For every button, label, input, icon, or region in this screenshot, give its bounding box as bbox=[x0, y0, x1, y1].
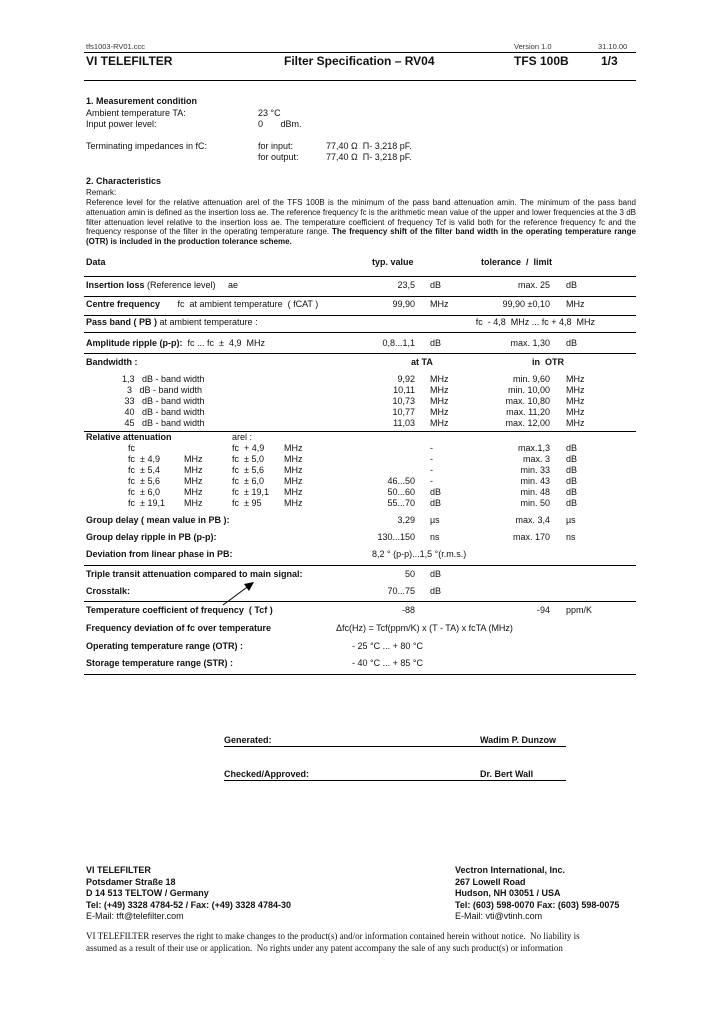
typ-value: 70...75 bbox=[387, 586, 415, 596]
typ-unit: dB bbox=[430, 586, 442, 596]
footer-left-line: Tel: (+49) 3328 4784-52 / Fax: (+49) 3328 4784-30 bbox=[86, 899, 291, 910]
rel-att-from: fc ± 5,6 bbox=[128, 476, 160, 486]
typ-value: 130...150 bbox=[377, 532, 415, 542]
tolerance-value: max. 3,4 bbox=[515, 515, 550, 525]
bandwidth-label: 3 dB - band width bbox=[122, 385, 203, 395]
typ-unit: MHz bbox=[430, 407, 449, 417]
row-label-bold: Temperature coefficient of frequency ( Tcf ) bbox=[86, 605, 273, 615]
col-tolerance: tolerance / limit bbox=[481, 257, 553, 267]
row-label-detail: fc ... fc ± 4,9 MHz bbox=[182, 338, 265, 348]
row-label-bold: Storage temperature range (STR) : bbox=[86, 658, 234, 668]
footer-right-line: Tel: (603) 598-0070 Fax: (603) 598-0075 bbox=[455, 899, 620, 910]
tolerance-value: min. 43 bbox=[520, 476, 550, 486]
typ-unit: - bbox=[430, 465, 433, 475]
ambient-label: Ambient temperature TA: bbox=[86, 108, 186, 118]
tolerance-value: min. 50 bbox=[520, 498, 550, 508]
tolerance-value: min. 10,00 bbox=[507, 385, 550, 395]
row-label-bold: Deviation from linear phase in PB: bbox=[86, 549, 233, 559]
tolerance-unit: dB bbox=[566, 498, 578, 508]
tolerance-value: min. 9,60 bbox=[512, 374, 550, 384]
header-at-ta: at TA bbox=[411, 357, 433, 367]
power-value: 0 dBm. bbox=[258, 119, 302, 129]
typ-unit: dB bbox=[430, 280, 442, 290]
tolerance-unit: dB bbox=[566, 280, 578, 290]
rel-att-from: fc ± 4,9 bbox=[128, 454, 160, 464]
rel-att-to: arel : bbox=[232, 432, 253, 442]
tolerance-value: -94 bbox=[536, 605, 550, 615]
col-data: Data bbox=[86, 257, 106, 267]
typ-unit: - bbox=[430, 476, 433, 486]
impedance-label: Terminating impedances in fC: bbox=[86, 141, 208, 151]
tolerance-value: max. 25 bbox=[517, 280, 550, 290]
row-label-bold: Group delay ripple in PB (p-p): bbox=[86, 532, 217, 542]
row-label-bold: Operating temperature range (OTR) : bbox=[86, 641, 244, 651]
typ-unit: dB bbox=[430, 498, 442, 508]
typ-value: 55...70 bbox=[387, 498, 415, 508]
row-label-bold: Frequency deviation of fc over temperature bbox=[86, 623, 272, 633]
row-value: - 25 °C ... + 80 °C bbox=[352, 641, 423, 651]
checked-label: Checked/Approved: bbox=[224, 769, 310, 779]
imp-input-value: 77,40 Ω П- 3,218 pF. bbox=[326, 141, 412, 151]
typ-value: 10,77 bbox=[392, 407, 415, 417]
tolerance-value: min. 33 bbox=[520, 465, 550, 475]
date: 31.10.00 bbox=[598, 42, 628, 51]
rel-att-to-unit: MHz bbox=[284, 487, 303, 497]
imp-output-label: for output: bbox=[258, 152, 299, 162]
rel-att-to-unit: MHz bbox=[284, 498, 303, 508]
product-name: TFS 100B bbox=[514, 54, 569, 68]
row-label-detail: (Reference level) ae bbox=[144, 280, 239, 290]
header-in-otr: in OTR bbox=[532, 357, 564, 367]
typ-value: 50...60 bbox=[387, 487, 415, 497]
typ-unit: MHz bbox=[430, 418, 449, 428]
footer-left-line: Potsdamer Straße 18 bbox=[86, 876, 176, 887]
typ-unit: - bbox=[430, 454, 433, 464]
page-number: 1/3 bbox=[601, 54, 618, 68]
rel-att-to: fc ± 95 bbox=[232, 498, 262, 508]
footer-right-line: Vectron International, Inc. bbox=[455, 865, 566, 875]
footer-right-line: 267 Lowell Road bbox=[455, 876, 526, 887]
version: Version 1.0 bbox=[514, 42, 552, 51]
rel-att-from-unit: MHz bbox=[184, 498, 203, 508]
typ-unit: MHz bbox=[430, 374, 449, 384]
rel-att-from-unit: MHz bbox=[184, 465, 203, 475]
imp-output-value: 77,40 Ω П- 3,218 pF. bbox=[326, 152, 412, 162]
bandwidth-label: 1,3 dB - band width bbox=[122, 374, 205, 384]
rel-att-from: fc bbox=[128, 443, 136, 453]
tolerance-value: max. 12,00 bbox=[505, 418, 550, 428]
rel-att-to-unit: MHz bbox=[284, 465, 303, 475]
tolerance-value: min. 48 bbox=[520, 487, 550, 497]
rel-att-to: fc + 4,9 bbox=[232, 443, 265, 453]
row-label-bold: Triple transit attenuation compared to main signal: bbox=[86, 569, 303, 579]
typ-unit: dB bbox=[430, 569, 442, 579]
bandwidth-label: 40 dB - band width bbox=[122, 407, 205, 417]
row-label-detail: at ambient temperature : bbox=[157, 317, 258, 327]
rel-att-from-unit: MHz bbox=[184, 454, 203, 464]
col-typ-value: typ. value bbox=[372, 257, 414, 267]
tolerance-unit: dB bbox=[566, 476, 578, 486]
remark-label: Remark: bbox=[86, 188, 117, 197]
generated-name: Wadim P. Dunzow bbox=[480, 735, 557, 745]
row-label-bold: Group delay ( mean value in PB ): bbox=[86, 515, 230, 525]
tolerance-unit: dB bbox=[566, 487, 578, 497]
typ-value: 0,8...1,1 bbox=[382, 338, 415, 348]
generated-line bbox=[224, 746, 566, 747]
typ-value: -88 bbox=[401, 605, 415, 615]
typ-value: 9,92 bbox=[397, 374, 415, 384]
document-title: Filter Specification – RV04 bbox=[284, 54, 435, 68]
footer-left-line: D 14 513 TELTOW / Germany bbox=[86, 888, 209, 899]
row-value: 8,2 ° (p-p)...1,5 °(r.m.s.) bbox=[372, 549, 467, 559]
section1-heading: 1. Measurement condition bbox=[86, 96, 198, 106]
rel-att-from-unit: MHz bbox=[184, 487, 203, 497]
typ-unit: - bbox=[430, 443, 433, 453]
row-label-detail: fc at ambient temperature ( fCAT ) bbox=[160, 299, 319, 309]
company-name: VI TELEFILTER bbox=[86, 54, 173, 68]
row-label-bold: Amplitude ripple (p-p): bbox=[86, 338, 183, 348]
tolerance-value: 99,90 ±0,10 bbox=[502, 299, 550, 309]
footer-right-line: Hudson, NH 03051 / USA bbox=[455, 888, 561, 899]
tolerance-value: max.1,3 bbox=[517, 443, 550, 453]
file-name: tfs1003-RV01.ccc bbox=[86, 42, 146, 51]
rel-att-to-unit: MHz bbox=[284, 476, 303, 486]
typ-unit: MHz bbox=[430, 385, 449, 395]
bandwidth-label: 33 dB - band width bbox=[122, 396, 205, 406]
tolerance-value: max. 1,30 bbox=[510, 338, 550, 348]
tolerance-value: max. 170 bbox=[512, 532, 550, 542]
rel-att-to-unit: MHz bbox=[284, 443, 303, 453]
tolerance-value: max. 10,80 bbox=[505, 396, 550, 406]
pass-band-range: fc - 4,8 MHz ... fc + 4,8 MHz bbox=[475, 317, 595, 327]
disclaimer-line: VI TELEFILTER reserves the right to make changes to the product(s) and/or information contained herein without notice. No liability is bbox=[86, 931, 580, 941]
rel-att-to: fc ± 5,0 bbox=[232, 454, 264, 464]
rel-att-from-unit: MHz bbox=[184, 476, 203, 486]
rel-att-to: fc ± 5,6 bbox=[232, 465, 264, 475]
row-value: - 40 °C ... + 85 °C bbox=[352, 658, 423, 668]
rel-att-from: fc ± 5,4 bbox=[128, 465, 160, 475]
disclaimer-line: assumed as a result of their use or application. No rights under any patent accompany the sale of any such product(s) or information bbox=[86, 943, 563, 953]
tolerance-unit: ppm/K bbox=[566, 605, 593, 615]
typ-unit: dB bbox=[430, 338, 442, 348]
tolerance-unit: MHz bbox=[566, 374, 585, 384]
tolerance-unit: dB bbox=[566, 443, 578, 453]
tolerance-unit: dB bbox=[566, 338, 578, 348]
remark-text: Reference level for the relative attenuation arel of the TFS 100B is the minimum of the pass band attenuation amin. The minimum of the pass band attenuation amin is defined as the insertion loss ae. The reference frequency fc is the arithmetic mean value of the upper and lower frequencies at the 3 dB filter attenuation level relative to the insertion loss ae. The temperature coefficient of frequency Tcf is valid both for the reference frequency fc and the frequency response of the filter in the operating temperature range. bbox=[86, 198, 636, 237]
tolerance-value: max. 11,20 bbox=[506, 407, 550, 417]
ambient-value: 23 °C bbox=[258, 108, 281, 118]
rel-att-to: fc ± 19,1 bbox=[232, 487, 269, 497]
tolerance-unit: dB bbox=[566, 454, 578, 464]
tolerance-unit: ns bbox=[566, 532, 576, 542]
row-label-bold: Relative attenuation bbox=[86, 432, 172, 442]
tolerance-unit: µs bbox=[566, 515, 576, 525]
section2-heading: 2. Characteristics bbox=[86, 176, 162, 186]
checked-name: Dr. Bert Wall bbox=[480, 769, 534, 779]
typ-unit: µs bbox=[430, 515, 440, 525]
tolerance-unit: MHz bbox=[566, 418, 585, 428]
generated-label: Generated: bbox=[224, 735, 272, 745]
row-label-bold: Bandwidth : bbox=[86, 357, 138, 367]
checked-line bbox=[224, 780, 566, 781]
tolerance-value: max. 3 bbox=[522, 454, 550, 464]
row-value: Δfc(Hz) = Tcf(ppm/K) x (T - TA) x fcTA (MHz) bbox=[336, 623, 513, 633]
typ-unit: MHz bbox=[430, 299, 449, 309]
bandwidth-label: 45 dB - band width bbox=[122, 418, 205, 428]
footer-left-line: VI TELEFILTER bbox=[86, 865, 151, 875]
row-label-bold: Crosstalk: bbox=[86, 586, 131, 596]
rel-att-to: fc ± 6,0 bbox=[232, 476, 264, 486]
row-label-bold: Centre frequency bbox=[86, 299, 161, 309]
typ-value: 46...50 bbox=[387, 476, 415, 486]
rel-att-from: fc ± 19,1 bbox=[128, 498, 165, 508]
typ-value: 3,29 bbox=[397, 515, 415, 525]
footer-right-line: E-Mail: vti@vtinh.com bbox=[455, 911, 543, 922]
typ-value: 11,03 bbox=[393, 418, 415, 428]
typ-value: 10,73 bbox=[392, 396, 415, 406]
tolerance-unit: MHz bbox=[566, 299, 585, 309]
rel-att-to-unit: MHz bbox=[284, 454, 303, 464]
typ-unit: MHz bbox=[430, 396, 449, 406]
power-label: Input power level: bbox=[86, 119, 157, 129]
row-label-bold: Insertion loss bbox=[86, 280, 145, 290]
footer-left-line: E-Mail: tft@telefilter.com bbox=[86, 911, 184, 922]
typ-value: 10,11 bbox=[393, 385, 415, 395]
typ-unit: ns bbox=[430, 532, 440, 542]
typ-value: 50 bbox=[404, 569, 415, 579]
typ-value: 23,5 bbox=[397, 280, 415, 290]
tolerance-unit: MHz bbox=[566, 396, 585, 406]
typ-value: 99,90 bbox=[392, 299, 415, 309]
row-label-bold: Pass band ( PB ) bbox=[86, 317, 158, 327]
typ-unit: dB bbox=[430, 487, 442, 497]
tolerance-unit: MHz bbox=[566, 385, 585, 395]
imp-input-label: for input: bbox=[258, 141, 294, 151]
remark-bold-text: The frequency shift of the filter band width in the operating temperature range (OTR) is included in the production tolerance scheme. bbox=[86, 227, 636, 247]
tolerance-unit: dB bbox=[566, 465, 578, 475]
rel-att-from: fc ± 6,0 bbox=[128, 487, 160, 497]
tolerance-unit: MHz bbox=[566, 407, 585, 417]
